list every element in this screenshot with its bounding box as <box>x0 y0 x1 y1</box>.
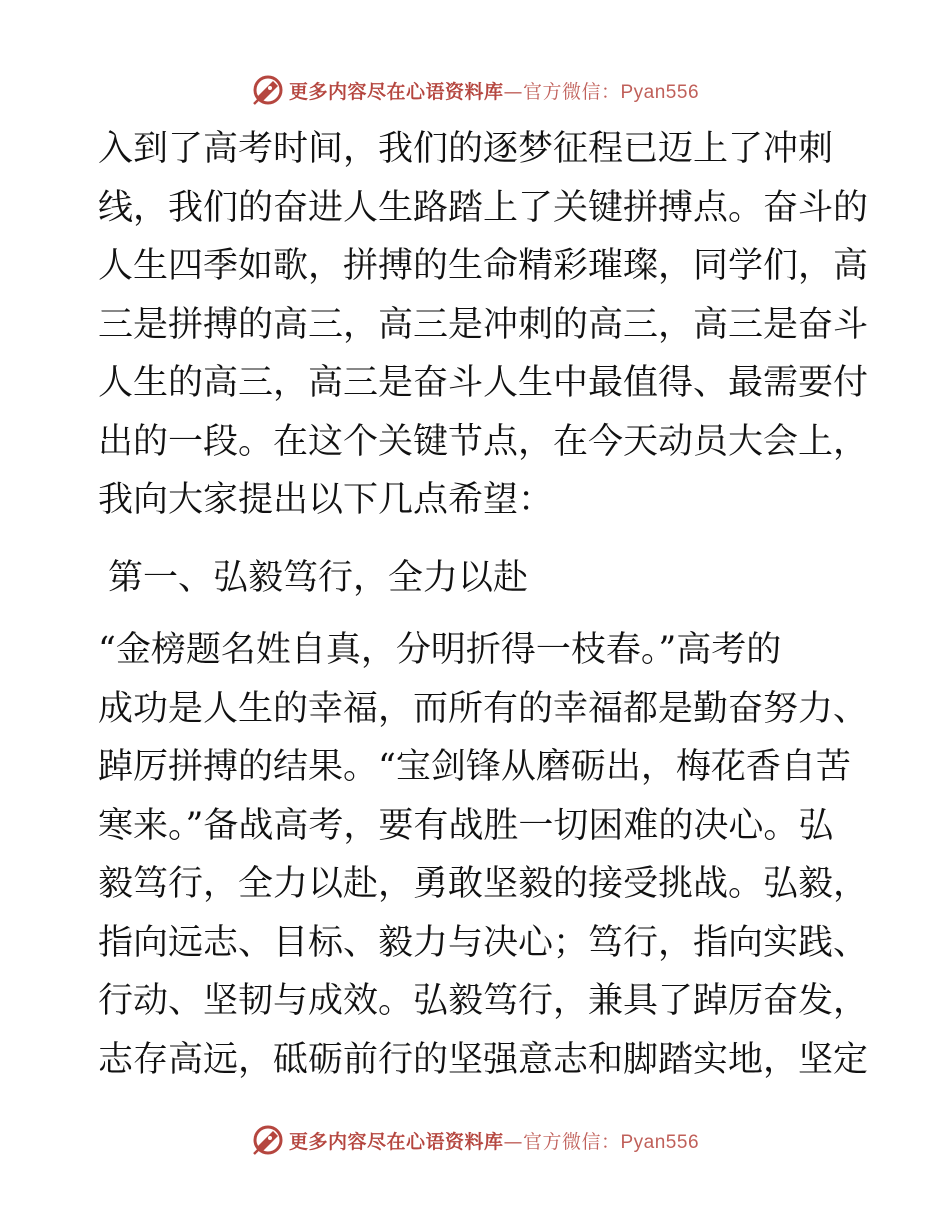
text-line: 线，我们的奋进人生路踏上了关键拼搏点。奋斗的 <box>98 187 869 228</box>
pen-nib-logo-icon <box>251 73 285 107</box>
text-line: 寒来。”备战高考，要有战胜一切困难的决心。弘 <box>98 805 834 846</box>
header-banner <box>289 77 699 104</box>
text-line: 人生四季如歌，拼搏的生命精彩璀璨，同学们，高 <box>98 246 869 286</box>
header-banner-title: 更多内容尽在心语资料库 <box>288 80 504 103</box>
footer-wechat-id: Pyan556 <box>620 1131 700 1153</box>
text-line: 成功是人生的幸福，而所有的幸福都是勤奋努力、 <box>98 688 869 729</box>
footer-banner-title: 更多内容尽在心语资料库 <box>288 1130 504 1153</box>
text-line: 志存高远，砥砺前行的坚强意志和脚踏实地，坚定 <box>98 1039 869 1080</box>
text-line: 出的一段。在这个关键节点，在今天动员大会上， <box>98 421 869 462</box>
page-header <box>0 70 950 110</box>
footer-contact-label: 官方微信： <box>522 1130 621 1153</box>
section-heading: 第一、弘毅笃行，全力以赴 <box>108 557 529 598</box>
text-line: 入到了高考时间，我们的逐梦征程已迈上了冲刺 <box>98 129 834 169</box>
footer-separator: — <box>503 1130 523 1153</box>
text-line: 人生的高三，高三是奋斗人生中最值得、最需要付 <box>98 363 869 403</box>
text-line: 指向远志、目标、毅力与决心；笃行，指向实践、 <box>98 922 869 963</box>
paragraph-1 <box>98 120 869 530</box>
page-footer <box>0 1120 950 1160</box>
header-contact-label: 官方微信： <box>522 80 621 103</box>
paragraph-2 <box>98 621 869 1089</box>
text-line: 行动、坚韧与成效。弘毅笃行，兼具了踔厉奋发， <box>98 981 869 1021</box>
text-line: 毅笃行，全力以赴，勇敢坚毅的接受挑战。弘毅， <box>98 864 869 904</box>
text-line: 三是拼搏的高三，高三是冲刺的高三，高三是奋斗 <box>98 304 869 345</box>
pen-nib-logo-icon <box>251 1123 285 1157</box>
text-line: 我向大家提出以下几点希望： <box>98 480 554 520</box>
header-separator: — <box>503 80 523 103</box>
text-line: 踔厉拼搏的结果。“宝剑锋从磨砺出，梅花香自苦 <box>98 747 851 787</box>
document-body <box>98 120 869 1089</box>
header-wechat-id: Pyan556 <box>620 81 700 103</box>
footer-banner <box>289 1127 699 1154</box>
text-line: “金榜题名姓自真，分明折得一枝春。”高考的 <box>98 630 782 670</box>
